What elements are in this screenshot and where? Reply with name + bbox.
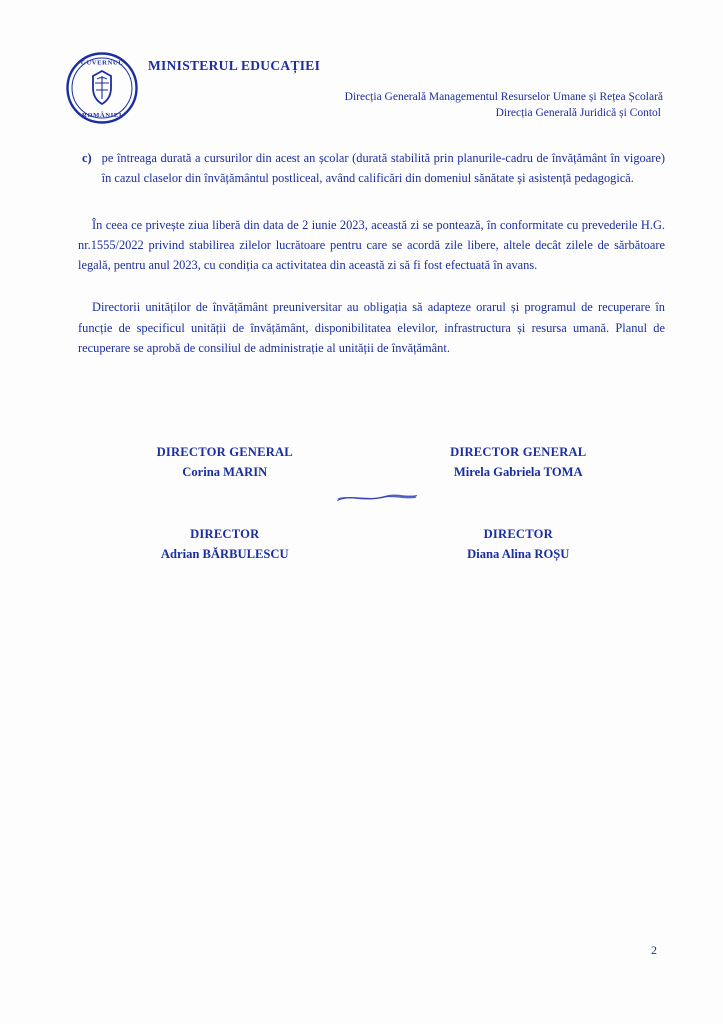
directorate-line-2: Direcția Generală Juridică și Contol: [495, 106, 661, 119]
handwritten-mark-icon: [242, 493, 512, 503]
paragraph-1: În ceea ce privește ziua liberă din data de 2 iunie 2023, această zi se pontează, în conformitate cu prevederile H.G. nr.1555/2022 privind stabilirea zilelor lucrătoare pentru care se acordă zile libere, altele decât zilele de sărbătoare legală, pentru anul 2023, cu condiția ca activitatea din această zi să fi fost efectuată în avans.: [78, 218, 665, 273]
handwritten-mark-icon: [242, 493, 512, 503]
signature-title: DIRECTOR: [190, 527, 260, 542]
signature-title: DIRECTOR GENERAL: [450, 445, 587, 459]
page-number: 2: [651, 943, 657, 957]
signature-block: [78, 442, 665, 565]
signature-title: DIRECTOR: [483, 527, 553, 542]
list-item-marker: c): [82, 151, 92, 165]
signature-left-director: [78, 524, 372, 564]
signature-row: [78, 524, 665, 564]
paragraph-2: Directorii unităților de învățământ preuniversitar au obligația să adapteze orarul și programul de recuperare în funcție de specificul unității de învățământ, disponibilitatea elevilor, infrastructura și resursa umană. Planul de recuperare se aprobă de consiliul de administrație al unității de învățământ.: [78, 300, 665, 355]
signature-left-director-general: [78, 442, 372, 482]
directorate-block: [148, 90, 663, 121]
signature-name: Diana Alina ROȘU: [467, 547, 570, 562]
ministry-title: MINISTERUL EDUCAȚIEI: [148, 58, 321, 73]
list-item: [78, 148, 665, 188]
signature-name: Adrian BĂRBULESCU: [160, 547, 289, 562]
signature-title: DIRECTOR GENERAL: [156, 445, 293, 459]
signature-row: [78, 442, 665, 482]
svg-text:ROMÂNIEI: ROMÂNIEI: [82, 112, 122, 119]
signature-name: Corina MARIN: [182, 465, 268, 480]
romania-government-seal-icon: [66, 52, 138, 124]
document-header: [60, 44, 663, 134]
signature-name: Mirela Gabriela TOMA: [453, 465, 583, 480]
list-item-text: pe întreaga durată a cursurilor din acest an școlar (durată stabilită prin planurile-cadru de învățământ în vigoare) în cazul claselor din învățământul postliceal, având calificări din domeniul sănătate și asistență pedagogică.: [101, 151, 665, 186]
signature-right-director-general: [372, 442, 666, 482]
directorate-line-1: Direcția Generală Managementul Resurselor Umane și Rețea Școlară: [344, 91, 663, 103]
handwritten-mark-icon: [242, 493, 512, 503]
svg-text:GUVERNUL: GUVERNUL: [80, 59, 124, 67]
signature-right-director: [372, 524, 666, 564]
document-body: [78, 148, 665, 358]
